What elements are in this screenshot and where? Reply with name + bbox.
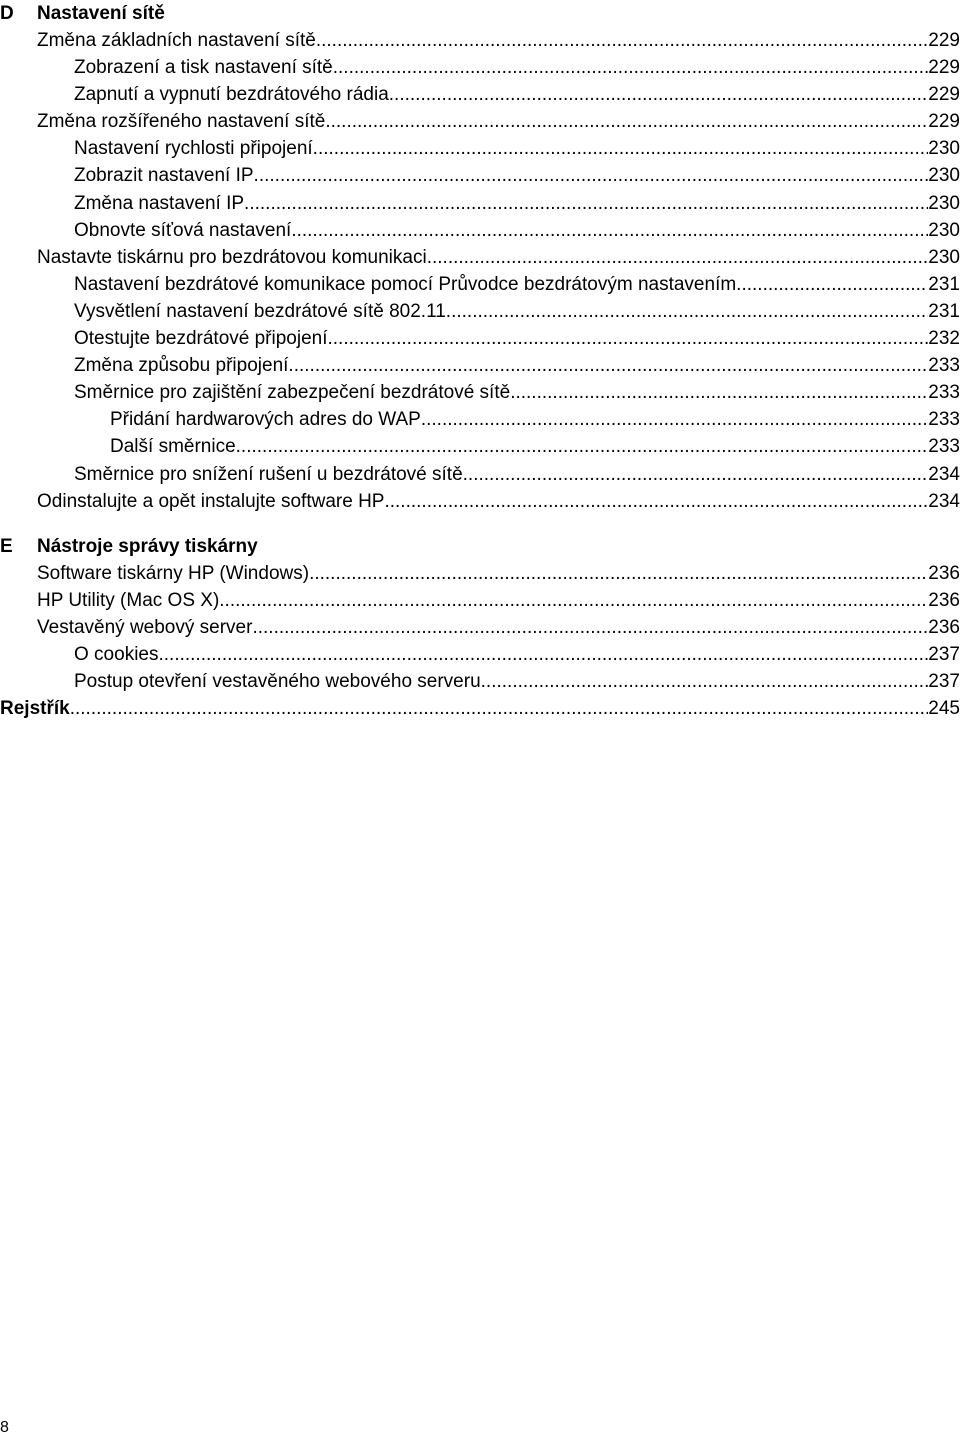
toc-entry-page: 231 xyxy=(928,300,960,322)
toc-entry-page: 229 xyxy=(928,84,960,106)
toc-entry-title: Směrnice pro snížení rušení u bezdrátové sítě xyxy=(74,463,463,485)
dot-leader xyxy=(291,217,928,244)
dot-leader xyxy=(384,488,928,515)
toc-entry-title: Změna způsobu připojení xyxy=(74,355,289,377)
toc-entry-title: Obnovte síťová nastavení xyxy=(74,219,292,241)
toc-entry-page: 229 xyxy=(928,57,960,79)
toc-entry[interactable] xyxy=(0,271,960,298)
dot-leader xyxy=(333,54,929,81)
toc-entry-title: Software tiskárny HP (Windows) xyxy=(37,562,310,584)
page-number: 8 xyxy=(0,1419,9,1436)
toc-entry-title: Odinstalujte a opět instalujte software HP xyxy=(37,490,385,512)
dot-leader xyxy=(254,162,929,189)
toc-entry-page: 234 xyxy=(928,490,960,512)
chapter-e xyxy=(0,533,960,695)
toc-entry-index[interactable] xyxy=(0,695,960,722)
toc-entry-page: 237 xyxy=(928,671,960,693)
toc-entry[interactable] xyxy=(0,162,960,189)
toc-entry[interactable] xyxy=(0,488,960,515)
toc-entry-page: 236 xyxy=(928,562,960,584)
toc-entry-page: 245 xyxy=(928,698,960,720)
toc-entry-title: Zapnutí a vypnutí bezdrátového rádia xyxy=(74,84,389,106)
toc-entry-title: Změna rozšířeného nastavení sítě xyxy=(37,111,326,133)
toc-entry[interactable] xyxy=(0,461,960,488)
dot-leader xyxy=(328,325,929,352)
dot-leader xyxy=(219,587,928,614)
toc-entry[interactable] xyxy=(0,406,960,433)
dot-leader xyxy=(236,433,929,460)
dot-leader xyxy=(446,298,929,325)
dot-leader xyxy=(427,244,929,271)
chapter-letter: E xyxy=(0,535,13,557)
toc-entry-page: 233 xyxy=(928,436,960,458)
toc-entry-title: Vysvětlení nastavení bezdrátové sítě 802.11 xyxy=(74,300,446,322)
toc-entry[interactable] xyxy=(0,560,960,587)
dot-leader xyxy=(510,379,928,406)
toc-entry-title: Změna nastavení IP xyxy=(74,192,245,214)
toc-entry-page: 230 xyxy=(928,246,960,268)
toc-entry[interactable] xyxy=(0,108,960,135)
dot-leader xyxy=(463,461,929,488)
chapter-heading xyxy=(0,533,960,560)
toc-entry[interactable] xyxy=(0,352,960,379)
toc-entry[interactable] xyxy=(0,433,960,460)
toc-entry-page: 233 xyxy=(928,355,960,377)
dot-leader xyxy=(313,135,929,162)
toc-entry-title: Vestavěný webový server xyxy=(37,616,253,638)
toc-entry[interactable] xyxy=(0,379,960,406)
toc-entry-title: Zobrazení a tisk nastavení sítě xyxy=(74,57,333,79)
toc-entry[interactable] xyxy=(0,587,960,614)
toc-entry-title: Nastavení bezdrátové komunikace pomocí Průvodce bezdrátovým nastavením xyxy=(74,273,737,295)
toc-entry[interactable] xyxy=(0,190,960,217)
toc-entry[interactable] xyxy=(0,54,960,81)
toc-entry-title: Nastavení rychlosti připojení xyxy=(74,138,313,160)
toc-entry-page: 237 xyxy=(928,643,960,665)
chapter-letter: D xyxy=(0,3,14,24)
toc-entry-page: 232 xyxy=(928,328,960,350)
dot-leader xyxy=(70,695,929,722)
chapter-title: Nastavení sítě xyxy=(37,3,165,24)
dot-leader xyxy=(252,614,928,641)
toc-entry-title: O cookies xyxy=(74,643,159,665)
toc-entry[interactable] xyxy=(0,81,960,108)
dot-leader xyxy=(316,27,928,54)
toc-entry-title: Otestujte bezdrátové připojení xyxy=(74,328,328,350)
toc-entry-title: Další směrnice xyxy=(110,436,236,458)
dot-leader xyxy=(244,190,928,217)
toc-entry-page: 229 xyxy=(928,111,960,133)
dot-leader xyxy=(288,352,928,379)
toc-entry-page: 229 xyxy=(928,30,960,51)
dot-leader xyxy=(158,641,928,668)
toc-entry[interactable] xyxy=(0,614,960,641)
toc-entry[interactable] xyxy=(0,27,960,54)
toc-entry-title: Postup otevření vestavěného webového serveru xyxy=(74,671,481,693)
dot-leader xyxy=(421,406,928,433)
toc-entry-page: 230 xyxy=(928,138,960,160)
toc-entry-page: 236 xyxy=(928,589,960,611)
toc-entry-page: 233 xyxy=(928,409,960,431)
toc-entry-page: 233 xyxy=(928,382,960,404)
toc-entry-title: Rejstřík xyxy=(0,698,70,720)
dot-leader xyxy=(309,560,928,587)
toc-entry-title: Zobrazit nastavení IP xyxy=(74,165,254,187)
chapter-heading xyxy=(0,0,960,27)
dot-leader xyxy=(736,271,928,298)
toc-entry-title: Změna základních nastavení sítě xyxy=(37,30,316,51)
toc-entry[interactable] xyxy=(0,244,960,271)
dot-leader xyxy=(325,108,928,135)
toc-entry-page: 234 xyxy=(928,463,960,485)
toc-entry-title: HP Utility (Mac OS X) xyxy=(37,589,220,611)
toc-entry-page: 231 xyxy=(928,273,960,295)
toc-entry[interactable] xyxy=(0,641,960,668)
chapter-title: Nástroje správy tiskárny xyxy=(37,535,258,557)
toc-entry-title: Nastavte tiskárnu pro bezdrátovou komunikaci xyxy=(37,246,427,268)
toc-entry-page: 230 xyxy=(928,192,960,214)
toc-entry-page: 236 xyxy=(928,616,960,638)
dot-leader xyxy=(389,81,929,108)
toc-entry-title: Směrnice pro zajištění zabezpečení bezdrátové sítě xyxy=(74,382,511,404)
dot-leader xyxy=(481,668,929,695)
toc-entry[interactable] xyxy=(0,135,960,162)
toc-entry-page: 230 xyxy=(928,219,960,241)
toc-entry[interactable] xyxy=(0,217,960,244)
toc-entry[interactable] xyxy=(0,668,960,695)
toc-entry-page: 230 xyxy=(928,165,960,187)
toc-entry-title: Přidání hardwarových adres do WAP xyxy=(110,409,421,431)
toc-entry[interactable] xyxy=(0,325,960,352)
toc-entry[interactable] xyxy=(0,298,960,325)
chapter-d xyxy=(0,0,960,515)
